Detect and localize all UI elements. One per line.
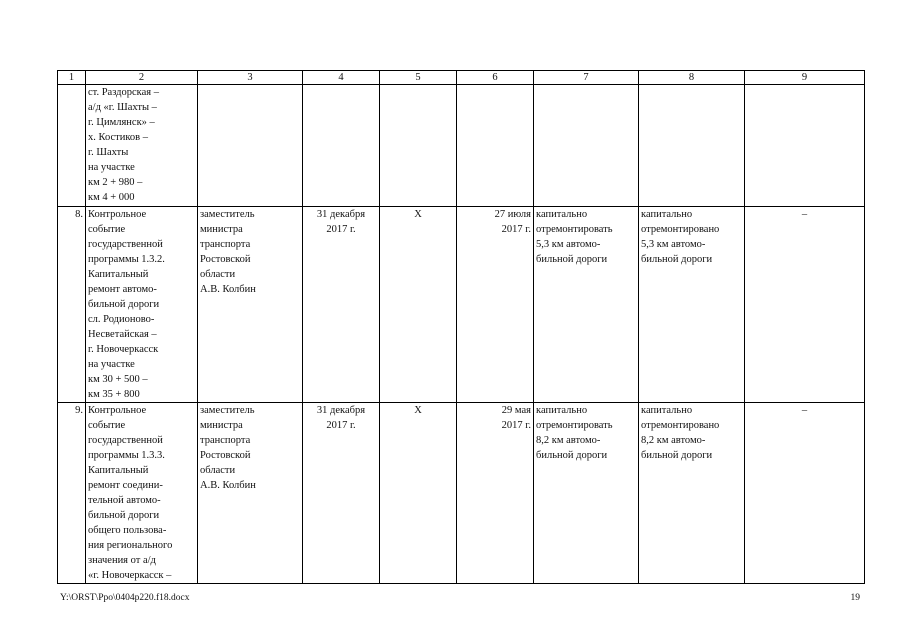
row-number: 8. [58,207,86,403]
plan-date-cell: 31 декабря 2017 г. [303,207,380,403]
fact-date-cell: 29 мая 2017 г. [457,403,534,584]
footer-file-path: Y:\ORST\Ppo\0404p220.f18.docx [60,593,190,603]
column-header: 7 [534,71,639,85]
column-header: 2 [86,71,198,85]
col5-cell [380,85,457,207]
table-row [58,85,865,207]
plan-date-cell: 31 декабря 2017 г. [303,403,380,584]
event-cell: Контрольное событие государственной программы 1.3.2. Капитальный ремонт автомо- бильной дороги сл. Родионово- Несветайская – г. Новочеркасск на участке км 30 + 500 – км 35 + 800 [86,207,198,403]
column-header: 4 [303,71,380,85]
report-table [57,70,865,584]
actual-result-cell [639,85,745,207]
planned-result-cell: капитально отремонтировать 8,2 км автомо- бильной дороги [534,403,639,584]
page-number: 19 [850,593,860,603]
responsible-cell: заместитель министра транспорта Ростовской области А.В. Колбин [198,403,303,584]
table-row [58,403,865,584]
table-row [58,207,865,403]
actual-result-cell: капитально отремонтировано 5,3 км автомо- бильной дороги [639,207,745,403]
planned-result-cell [534,85,639,207]
responsible-cell: заместитель министра транспорта Ростовской области А.В. Колбин [198,207,303,403]
fact-date-cell [457,85,534,207]
note-cell: – [745,207,865,403]
column-header: 5 [380,71,457,85]
planned-result-cell: капитально отремонтировать 5,3 км автомо- бильной дороги [534,207,639,403]
actual-result-cell: капитально отремонтировано 8,2 км автомо- бильной дороги [639,403,745,584]
col5-cell: Х [380,403,457,584]
note-cell: – [745,403,865,584]
column-header: 3 [198,71,303,85]
column-header: 1 [58,71,86,85]
note-cell [745,85,865,207]
row-number: 9. [58,403,86,584]
col5-cell: Х [380,207,457,403]
row-number [58,85,86,207]
responsible-cell [198,85,303,207]
plan-date-cell [303,85,380,207]
column-header: 8 [639,71,745,85]
event-cell: Контрольное событие государственной программы 1.3.3. Капитальный ремонт соедини- тельной автомо- бильной дороги общего пользова- ния регионального значения от а/д «г. Новочеркасск – [86,403,198,584]
event-cell: ст. Раздорская – а/д «г. Шахты – г. Цимлянск» – х. Костиков – г. Шахты на участке км 2 + 980 – км 4 + 000 [86,85,198,207]
fact-date-cell: 27 июля 2017 г. [457,207,534,403]
table-header-row [58,71,865,85]
column-header: 6 [457,71,534,85]
column-header: 9 [745,71,865,85]
